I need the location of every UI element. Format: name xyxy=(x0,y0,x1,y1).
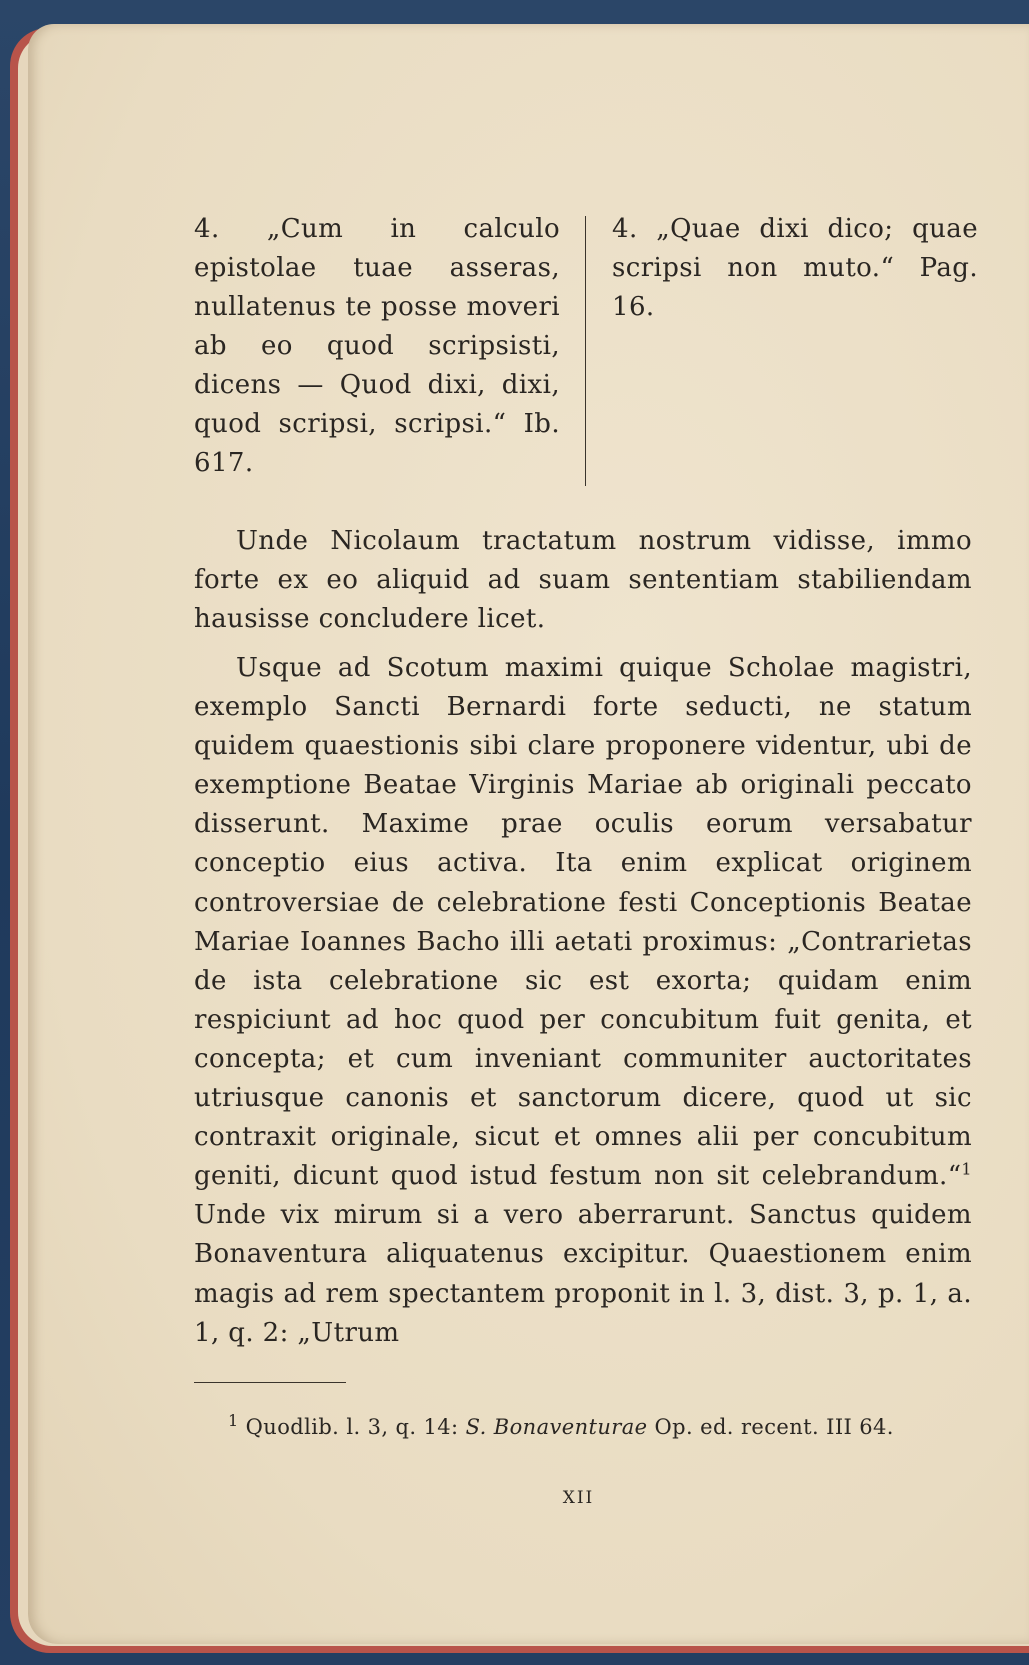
page-number: XII xyxy=(562,1488,595,1508)
footnote-marker: 1 xyxy=(228,1411,239,1430)
paragraph-2 xyxy=(194,649,972,1353)
footnote-reference[interactable]: 1 xyxy=(961,1159,972,1179)
right-column-quote: 4. „Quae dixi dico; quae scripsi non muto.“ Pag. 16. xyxy=(612,214,978,322)
column-divider xyxy=(585,216,586,486)
footnote-text-a: Quodlib. l. 3, q. 14: xyxy=(245,1415,466,1439)
footnote-text-b: Op. ed. recent. III 64. xyxy=(647,1415,894,1439)
paragraph-2-text-b: Unde vix mirum si a vero aberrarunt. Sanctus quidem Bonaventura aliquatenus excipitur. Quaestionem enim magis ad rem spectantem proponit in l. 3, dist. 3, p. 1, a. 1, q. 2: „Utrum xyxy=(194,1200,972,1348)
footnote-rule xyxy=(194,1382,346,1383)
paragraph-2-text-a: Usque ad Scotum maximi quique Scholae magistri, exemplo Sancti Bernardi forte seducti, ne statum quidem quaestionis sibi clare proponere videntur, ubi de exemptione Beatae Virginis Mariae ab originali peccato disserunt. Maxime prae oculis eorum versabatur conceptio eius activa. Ita enim explicat originem controversiae de celebratione festi Conceptionis Beatae Mariae Ioannes Bacho illi aetati proximus: „Contrarietas de ista celebratione sic est exorta; quidam enim respiciunt ad hoc quod per concubitum fuit genita, et concepta; et cum inveniant communiter auctoritates utriusque canonis et sanctorum dicere, quod ut sic contraxit originale, sicut et omnes alii per concubitum geniti, dicunt quod istud festum non sit celebrandum.“ xyxy=(194,653,972,1192)
footnote xyxy=(194,1410,972,1444)
footnote-italic: S. Bonaventurae xyxy=(465,1415,648,1439)
paragraph-1: Unde Nicolaum tractatum nostrum vidisse, immo forte ex eo aliquid ad suam sententiam stabiliendam hausisse concludere licet. xyxy=(194,526,972,635)
left-column-quote: 4. „Cum in calculo epistolae tuae asseras, nullatenus te posse moveri ab eo quod scripsisti, dicens — Quod dixi, dixi, quod scripsi, scripsi.“ Ib. 617. xyxy=(194,214,560,478)
book-page xyxy=(28,24,1029,1644)
